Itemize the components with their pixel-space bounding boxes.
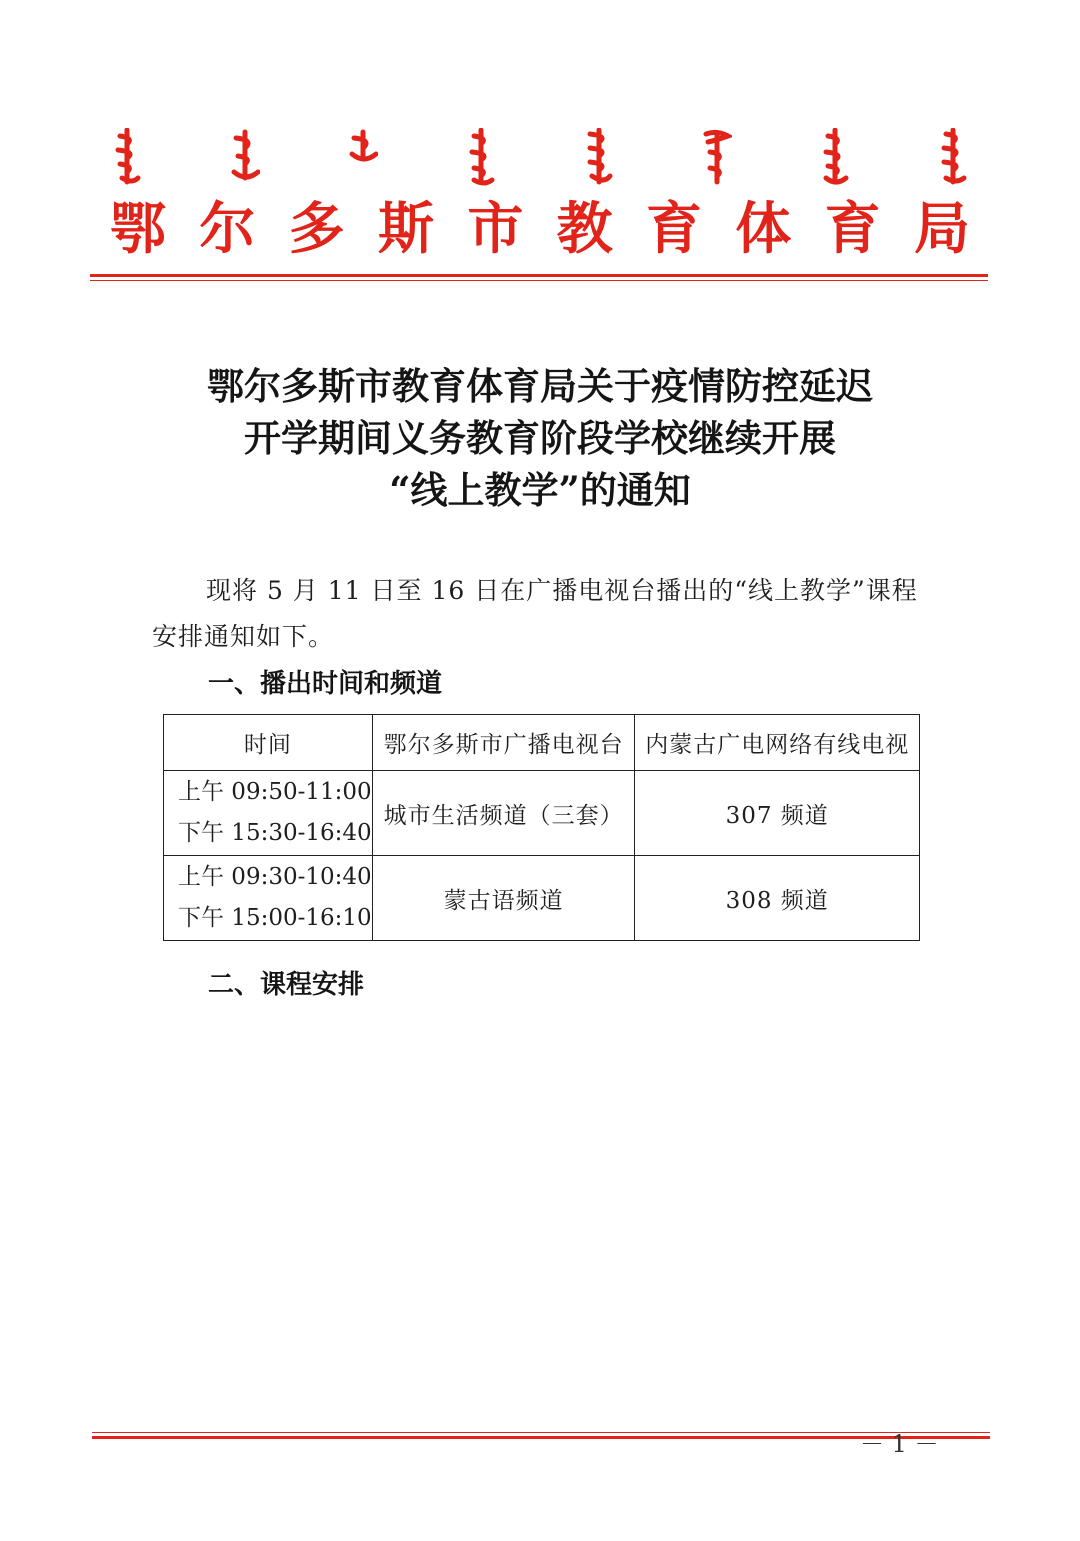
- mongolian-glyph: [112, 128, 142, 186]
- mongolian-glyph: [938, 128, 968, 186]
- time-am: 上午 09:30-10:40: [178, 864, 372, 890]
- table-header-cell: 时间: [164, 715, 373, 771]
- org-char: 鄂: [110, 196, 166, 262]
- ordos-channel-cell: 蒙古语频道: [372, 856, 635, 941]
- title-line: “线上教学”的通知: [389, 468, 691, 512]
- ordos-channel-cell: 城市生活频道（三套）: [372, 771, 635, 856]
- footer-rule-thin: [92, 1432, 990, 1433]
- header-rule-thin: [90, 280, 988, 281]
- intro-paragraph: [152, 568, 942, 660]
- mongolian-glyph: [230, 128, 260, 186]
- section-heading-broadcast: 一、播出时间和频道: [208, 669, 443, 699]
- table-row: [164, 771, 920, 856]
- mongolian-glyph: [348, 128, 378, 168]
- org-char: 育: [824, 196, 881, 262]
- section-heading-courses: 二、课程安排: [208, 970, 365, 1000]
- cable-channel-cell: 308 频道: [635, 856, 920, 941]
- time-cell: [164, 771, 373, 856]
- org-char: 体: [735, 196, 792, 262]
- mongolian-glyph: [584, 128, 614, 186]
- table-header-cell: 内蒙古广电网络有线电视: [635, 715, 920, 771]
- org-char: 教: [556, 196, 613, 262]
- table-row: [164, 856, 920, 941]
- organization-name: [110, 194, 970, 264]
- org-char: 斯: [377, 196, 434, 262]
- intro-line: 现将 5 月 11 日至 16 日在广播电视台播出的“线上教学”课程: [206, 576, 918, 605]
- time-am: 上午 09:50-11:00: [178, 779, 372, 805]
- time-pm: 下午 15:30-16:40: [178, 820, 372, 846]
- org-char: 局: [913, 196, 970, 262]
- mongolian-glyph: [466, 128, 496, 186]
- mongolian-glyph: [702, 128, 732, 186]
- mongolian-letterhead: [112, 128, 968, 190]
- broadcast-schedule-table: [163, 714, 920, 941]
- cable-channel-cell: 307 频道: [635, 771, 920, 856]
- document-title: [90, 360, 990, 516]
- mongolian-glyph: [820, 128, 850, 186]
- org-char: 多: [288, 196, 345, 262]
- intro-line: 安排通知如下。: [152, 622, 335, 651]
- page-number: － 1 －: [860, 1430, 939, 1458]
- time-cell: [164, 856, 373, 941]
- header-rule-thick: [90, 274, 988, 277]
- footer-rule-thick: [92, 1436, 990, 1439]
- org-char: 尔: [199, 196, 256, 262]
- title-line: 鄂尔多斯市教育体育局关于疫情防控延迟: [207, 364, 873, 408]
- org-char: 育: [645, 196, 702, 262]
- org-char: 市: [467, 196, 524, 262]
- time-pm: 下午 15:00-16:10: [178, 905, 372, 931]
- title-line: 开学期间义务教育阶段学校继续开展: [244, 416, 836, 460]
- table-header-row: [164, 715, 920, 771]
- table-header-cell: 鄂尔多斯市广播电视台: [372, 715, 635, 771]
